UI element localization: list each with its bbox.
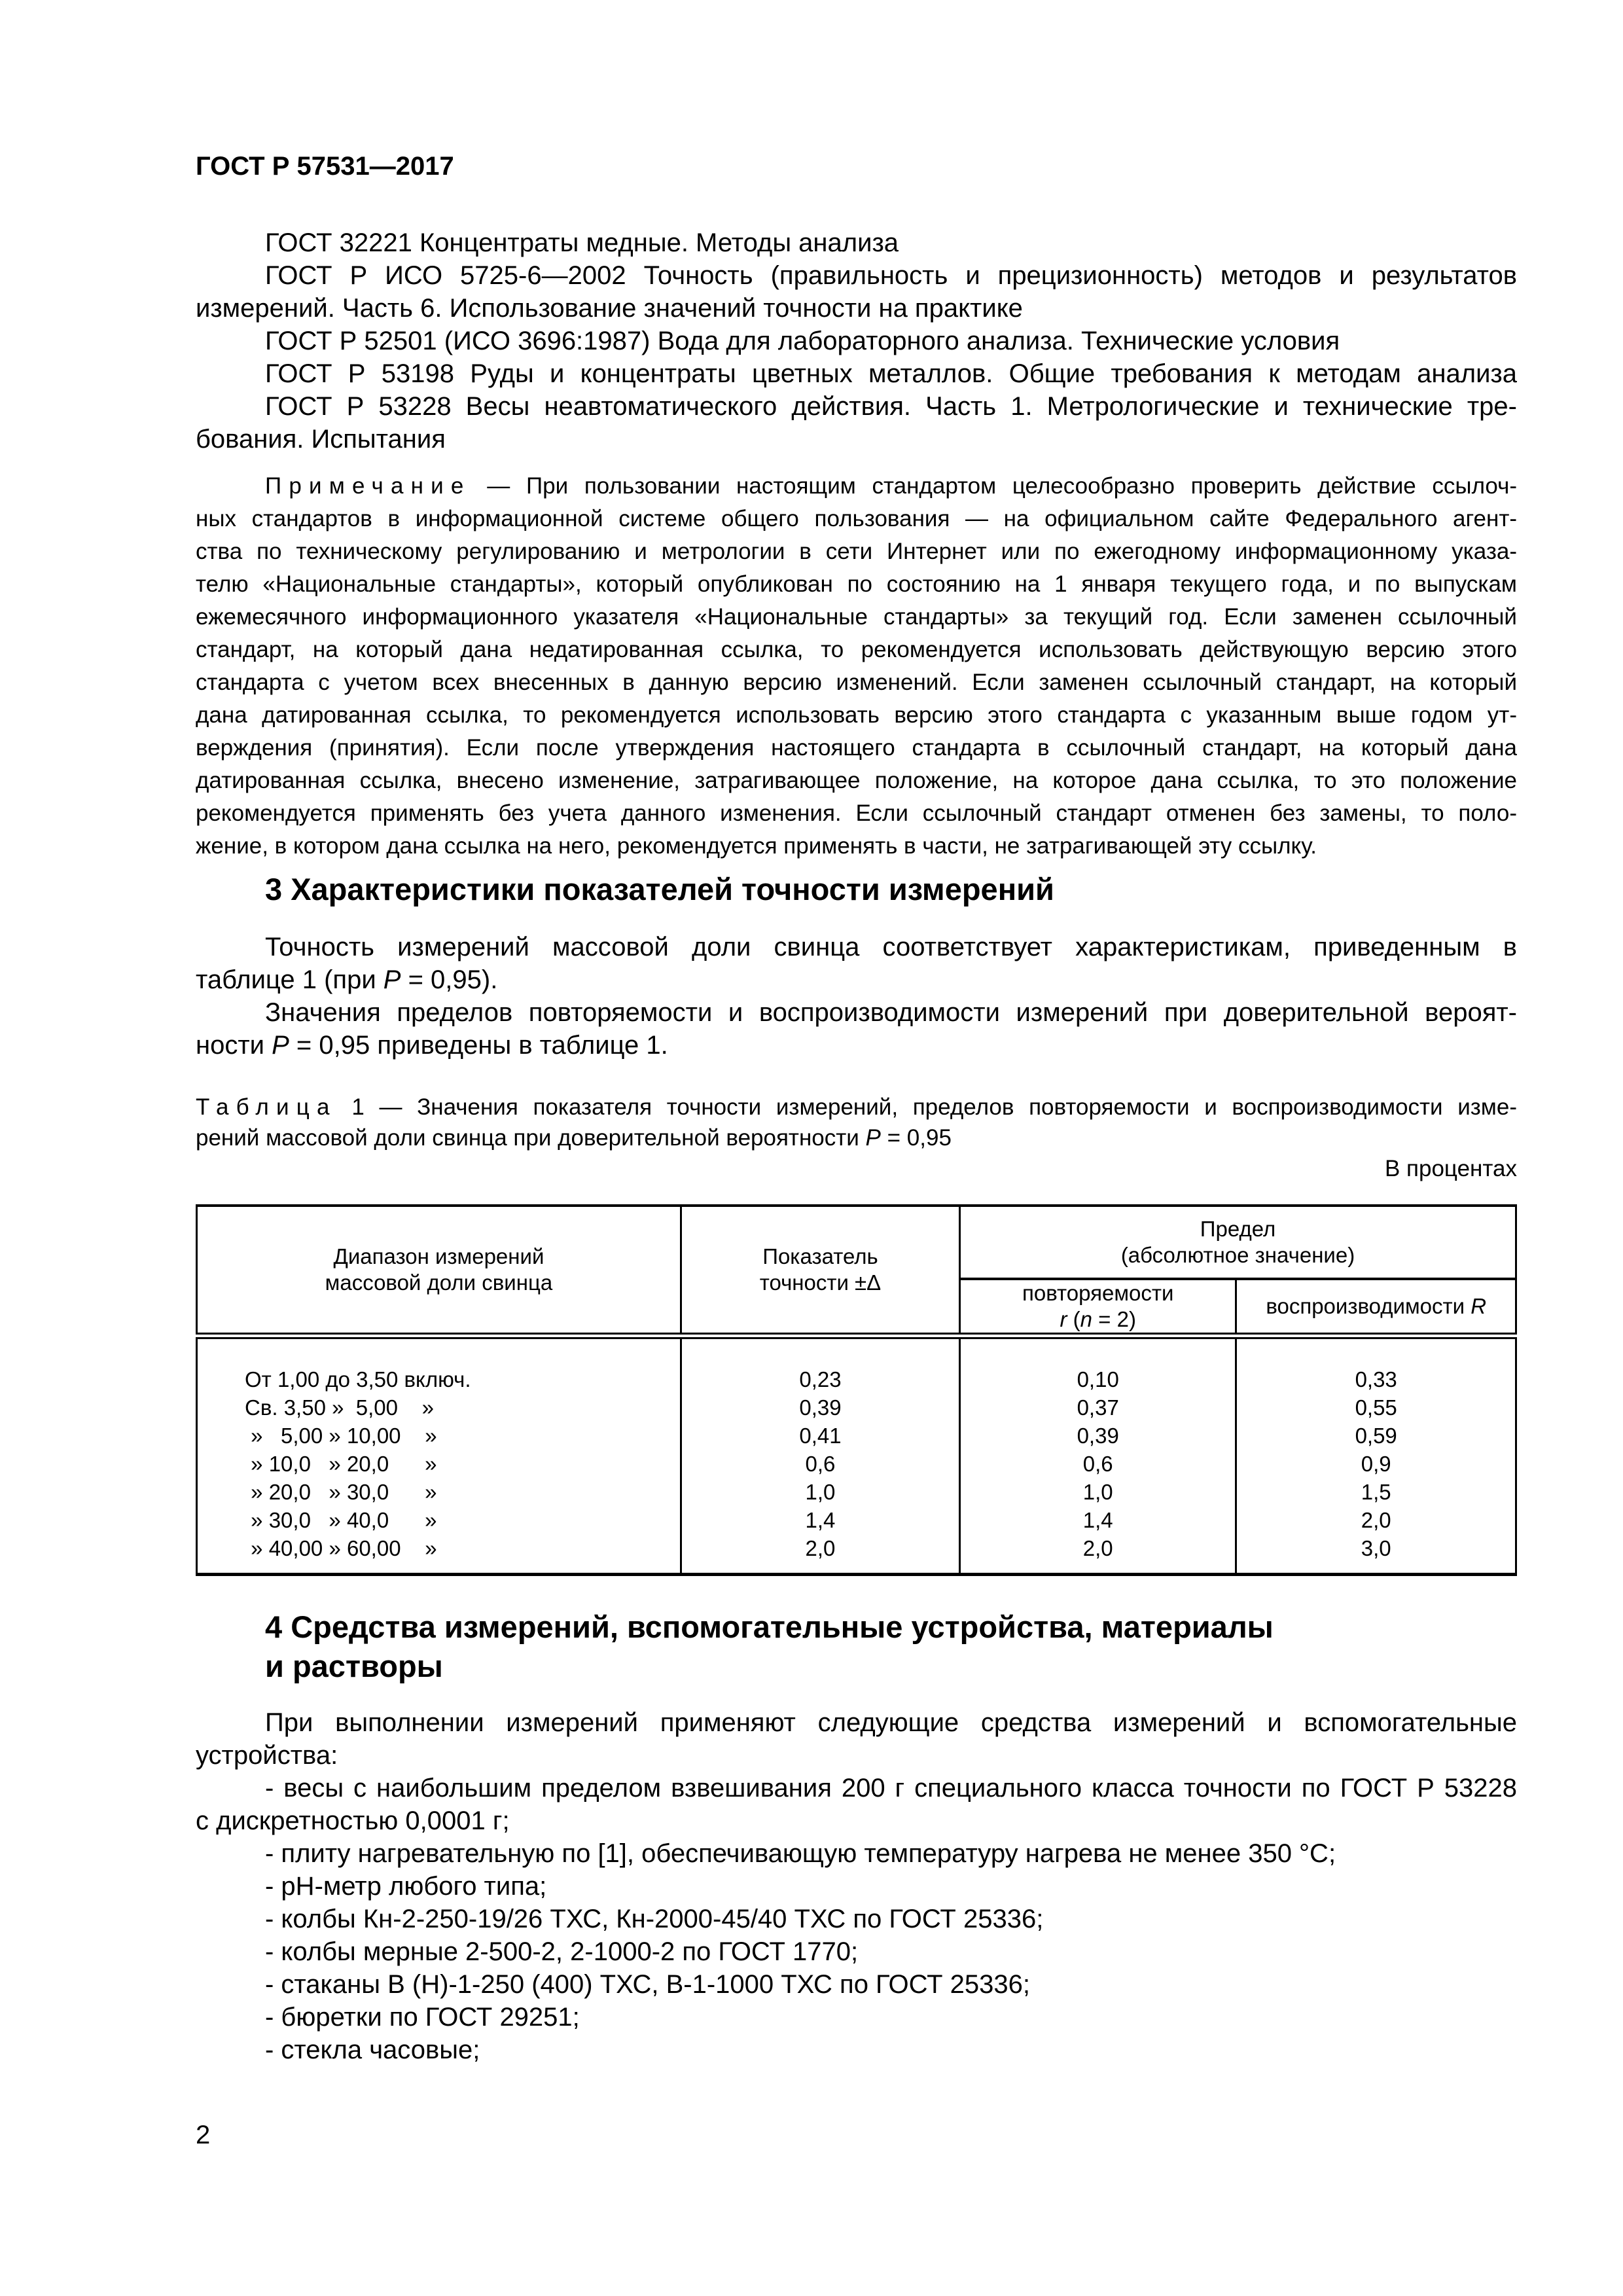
text: рений массовой доли свинца при доверительной вероятности bbox=[196, 1125, 866, 1151]
table-row bbox=[197, 1336, 1516, 1393]
note-label: Примечание bbox=[265, 473, 471, 499]
cell-repeatability: 0,6 bbox=[960, 1450, 1236, 1478]
note-line: жение, в котором дана ссылка на него, рекомендуется применять в части, не затрагивающей эту ссылку. bbox=[196, 833, 1317, 859]
text: таблице 1 (при bbox=[196, 965, 383, 994]
list-item: - весы с наибольшим пределом взвешивания 200 г специального класса точности по ГОСТ Р 53228 bbox=[265, 1774, 1517, 1803]
cell-repeatability: 1,4 bbox=[960, 1506, 1236, 1534]
caption-label: Таблица bbox=[196, 1094, 337, 1120]
table-row bbox=[197, 1534, 1516, 1575]
cell-range: » 10,0 » 20,0 » bbox=[197, 1450, 681, 1478]
reference-line: ГОСТ Р ИСО 5725-6—2002 Точность (правильность и прецизионность) методов и результатов bbox=[265, 261, 1517, 290]
table-row bbox=[197, 1393, 1516, 1422]
note-line: ежемесячного информационного указателя «Национальные стандарты» за текущий год. Если заменен ссылочный bbox=[196, 604, 1517, 630]
header-repeatability: повторяемости r (n = 2) bbox=[960, 1279, 1236, 1336]
probability-variable: P bbox=[383, 965, 401, 994]
cell-range: » 40,00 » 60,00 » bbox=[197, 1534, 681, 1575]
cell-accuracy: 0,6 bbox=[681, 1450, 959, 1478]
cell-accuracy: 2,0 bbox=[681, 1534, 959, 1575]
paragraph-line: устройства: bbox=[196, 1741, 338, 1770]
cell-range: Св. 3,50 » 5,00 » bbox=[197, 1393, 681, 1422]
header-reproducibility: воспроизводимости R bbox=[1236, 1279, 1516, 1336]
cell-reproducibility: 0,9 bbox=[1236, 1450, 1516, 1478]
cell-accuracy: 0,41 bbox=[681, 1422, 959, 1450]
cell-accuracy: 1,0 bbox=[681, 1478, 959, 1506]
cell-range: » 5,00 » 10,00 » bbox=[197, 1422, 681, 1450]
note-block bbox=[196, 470, 1517, 863]
list-item: - pH-метр любого типа; bbox=[265, 1872, 547, 1901]
cell-range: » 20,0 » 30,0 » bbox=[197, 1478, 681, 1506]
list-item: - плиту нагревательную по [1], обеспечивающую температуру нагрева не менее 350 °С; bbox=[265, 1839, 1336, 1868]
note-line: ных стандартов в информационной системе общего пользования — на официальном сайте Федерального агент- bbox=[196, 506, 1517, 531]
text: = 0,95). bbox=[401, 965, 498, 994]
probability-variable: P bbox=[865, 1125, 881, 1151]
text: = 0,95 bbox=[880, 1125, 952, 1151]
note-line: стандарт, на который дана недатированная ссылка, то рекомендуется использовать действующую версию этого bbox=[196, 637, 1517, 662]
text: ности bbox=[196, 1031, 272, 1060]
reference-line: ГОСТ 32221 Концентраты медные. Методы анализа bbox=[265, 228, 899, 257]
units-label: В процентах bbox=[1384, 1156, 1517, 1181]
cell-repeatability: 0,10 bbox=[960, 1336, 1236, 1393]
table-1 bbox=[196, 1204, 1517, 1576]
document-code-header: ГОСТ Р 57531—2017 bbox=[196, 152, 454, 181]
caption-line bbox=[196, 1092, 1517, 1122]
header-accuracy: Показатель точности ±Δ bbox=[681, 1206, 959, 1336]
paragraph-line bbox=[196, 963, 1517, 996]
page-number: 2 bbox=[196, 2121, 211, 2149]
caption-line bbox=[196, 1122, 1517, 1153]
cell-range: » 30,0 » 40,0 » bbox=[197, 1506, 681, 1534]
paragraph-line: Точность измерений массовой доли свинца соответствует характеристикам, приведенным в bbox=[265, 933, 1517, 961]
cell-reproducibility: 1,5 bbox=[1236, 1478, 1516, 1506]
note-line bbox=[196, 470, 1517, 503]
paragraph-line: При выполнении измерений применяют следующие средства измерений и вспомогательные bbox=[265, 1708, 1517, 1737]
note-text: — При пользовании настоящим стандартом целесообразно проверить действие ссылоч- bbox=[487, 473, 1517, 499]
paragraph-line: Значения пределов повторяемости и воспроизводимости измерений при доверительной вероят- bbox=[265, 998, 1517, 1027]
cell-repeatability: 1,0 bbox=[960, 1478, 1236, 1506]
cell-repeatability: 0,39 bbox=[960, 1422, 1236, 1450]
note-line: дана датированная ссылка, то рекомендуется использовать версию этого стандарта с указанным выше годом ут- bbox=[196, 702, 1517, 728]
section-3-text bbox=[196, 931, 1517, 1062]
cell-reproducibility: 2,0 bbox=[1236, 1506, 1516, 1534]
list-item: - стекла часовые; bbox=[265, 2036, 480, 2064]
table-caption bbox=[196, 1092, 1517, 1184]
note-line: стандарта с учетом всех внесенных в данную версию изменений. Если заменен ссылочный стандарт, на который bbox=[196, 670, 1517, 695]
table-row bbox=[197, 1422, 1516, 1450]
table-row bbox=[197, 1478, 1516, 1506]
note-line: датированная ссылка, внесено изменение, затрагивающее положение, на которое дана ссылка, то это положение bbox=[196, 768, 1517, 793]
normative-references bbox=[196, 226, 1517, 456]
note-line: рекомендуется применять без учета данного изменения. Если ссылочный стандарт отменен без замены, то поло- bbox=[196, 800, 1517, 826]
probability-variable: P bbox=[272, 1031, 289, 1060]
list-item-continuation: с дискретностью 0,0001 г; bbox=[196, 1806, 510, 1835]
list-item: - колбы Кн-2-250-19/26 ТХС, Кн-2000-45/40 ТХС по ГОСТ 25336; bbox=[265, 1905, 1044, 1933]
section-4-text bbox=[196, 1706, 1517, 2066]
cell-reproducibility: 3,0 bbox=[1236, 1534, 1516, 1575]
note-line: телю «Национальные стандарты», который опубликован по состоянию на 1 января текущего года, и по выпускам bbox=[196, 571, 1517, 597]
text: = 0,95 приведены в таблице 1. bbox=[289, 1031, 668, 1060]
reference-line: ГОСТ Р 53228 Весы неавтоматического действия. Часть 1. Метрологические и технические тре- bbox=[265, 392, 1517, 421]
header-limit: Предел (абсолютное значение) bbox=[960, 1206, 1516, 1279]
cell-reproducibility: 0,55 bbox=[1236, 1393, 1516, 1422]
reference-line: бования. Испытания bbox=[196, 425, 446, 454]
cell-accuracy: 1,4 bbox=[681, 1506, 959, 1534]
cell-repeatability: 2,0 bbox=[960, 1534, 1236, 1575]
header-range: Диапазон измерений массовой доли свинца bbox=[197, 1206, 681, 1336]
section-4-heading: 4 Средства измерений, вспомогательные устройства, материалы и растворы bbox=[265, 1609, 1274, 1683]
reference-line: ГОСТ Р 53198 Руды и концентраты цветных металлов. Общие требования к методам анализа bbox=[265, 359, 1517, 388]
cell-repeatability: 0,37 bbox=[960, 1393, 1236, 1422]
cell-range: От 1,00 до 3,50 включ. bbox=[197, 1336, 681, 1393]
table-row bbox=[197, 1506, 1516, 1534]
cell-reproducibility: 0,59 bbox=[1236, 1422, 1516, 1450]
list-item: - стаканы В (Н)-1-250 (400) ТХС, В-1-1000 ТХС по ГОСТ 25336; bbox=[265, 1970, 1031, 1999]
note-line: верждения (принятия). Если после утверждения настоящего стандарта в ссылочный стандарт, на который дана bbox=[196, 735, 1517, 761]
paragraph-line bbox=[196, 1029, 1517, 1062]
note-line: ства по техническому регулированию и метрологии в сети Интернет или по ежегодному информационному указа- bbox=[196, 539, 1517, 564]
cell-accuracy: 0,39 bbox=[681, 1393, 959, 1422]
cell-reproducibility: 0,33 bbox=[1236, 1336, 1516, 1393]
caption-text: 1 — Значения показателя точности измерений, пределов повторяемости и воспроизводимости изме- bbox=[351, 1094, 1517, 1120]
list-item: - колбы мерные 2-500-2, 2-1000-2 по ГОСТ 1770; bbox=[265, 1937, 859, 1966]
reference-line: измерений. Часть 6. Использование значений точности на практике bbox=[196, 294, 1023, 323]
cell-accuracy: 0,23 bbox=[681, 1336, 959, 1393]
list-item: - бюретки по ГОСТ 29251; bbox=[265, 2003, 580, 2032]
reference-line: ГОСТ Р 52501 (ИСО 3696:1987) Вода для лабораторного анализа. Технические условия bbox=[265, 327, 1340, 355]
table-row bbox=[197, 1450, 1516, 1478]
section-3-heading: 3 Характеристики показателей точности измерений bbox=[265, 872, 1054, 906]
